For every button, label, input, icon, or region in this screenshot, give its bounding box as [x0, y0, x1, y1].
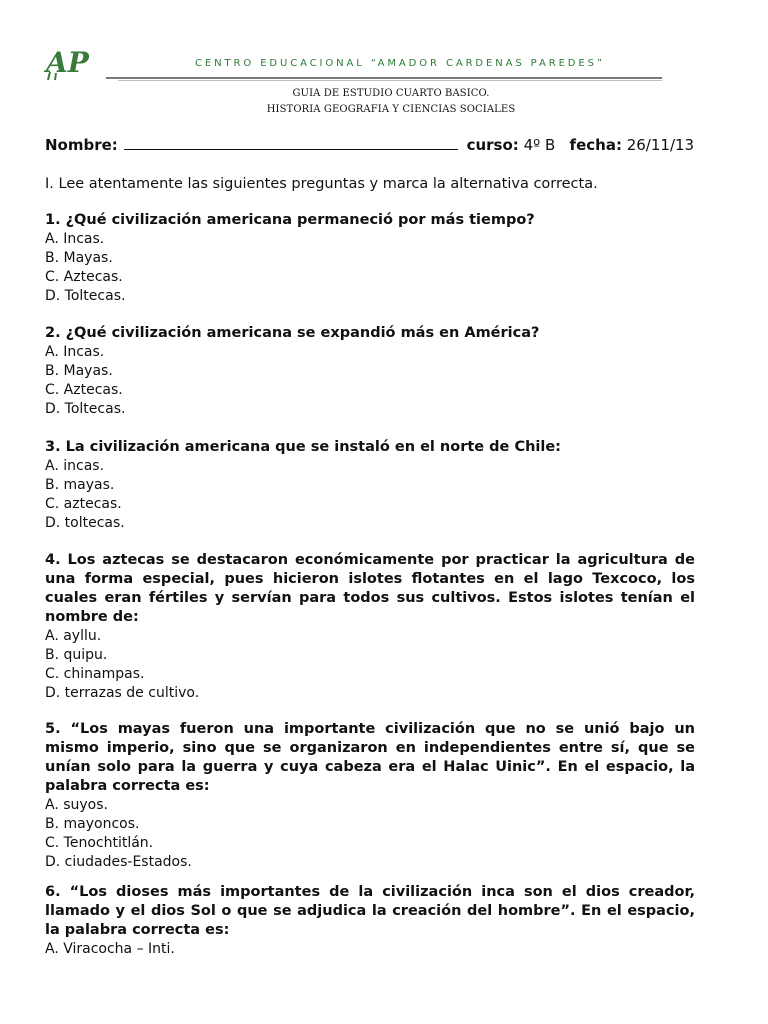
answer-option[interactable]: D. Toltecas.: [45, 401, 126, 417]
answer-option[interactable]: A. Incas.: [45, 231, 105, 247]
school-logo: [44, 42, 89, 82]
header-divider: [106, 77, 662, 79]
answer-option[interactable]: A. ayllu.: [45, 628, 102, 644]
name-label: Nombre:: [45, 136, 118, 154]
name-blank[interactable]: [124, 136, 458, 150]
question-6: [45, 883, 695, 959]
answer-option[interactable]: B. Mayas.: [45, 363, 113, 379]
answer-option[interactable]: B. mayoncos.: [45, 816, 140, 832]
answer-option[interactable]: A. Incas.: [45, 344, 105, 360]
question-4: [45, 551, 695, 703]
answer-option[interactable]: D. ciudades-Estados.: [45, 854, 192, 870]
date-value: 26/11/13: [626, 136, 695, 154]
date-label: fecha:: [569, 136, 622, 154]
answer-option[interactable]: D. Toltecas.: [45, 288, 126, 304]
question-stem: 4. Los aztecas se destacaron económicamente por practicar la agricultura de una forma especial, pues hicieron islotes flotantes en el lago Texcoco, los cuales eran fértiles y servían para todos sus cultivos. Estos islotes tenían el nombre de:: [45, 552, 695, 625]
answer-option[interactable]: A. Viracocha – Inti.: [45, 941, 175, 957]
logo-lettering: AP: [46, 46, 89, 79]
answer-option[interactable]: B. quipu.: [45, 647, 108, 663]
answer-option[interactable]: C. Aztecas.: [45, 382, 123, 398]
answer-option[interactable]: B. mayas.: [45, 477, 115, 493]
question-stem: 3. La civilización americana que se instaló en el norte de Chile:: [45, 439, 561, 455]
instruction: I. Lee atentamente las siguientes preguntas y marca la alternativa correcta.: [45, 176, 598, 192]
question-2: [45, 324, 695, 419]
answer-option[interactable]: A. incas.: [45, 458, 105, 474]
student-info-line: [45, 136, 694, 154]
question-stem: 6. “Los dioses más importantes de la civilización inca son el dios creador, llamado y el dios Sol o que se adjudica la creación del hombre”. En el espacio, la palabra correcta es:: [45, 884, 695, 938]
course-value: 4º B: [523, 136, 556, 154]
question-stem: 2. ¿Qué civilización americana se expandió más en América?: [45, 325, 540, 341]
question-3: [45, 438, 695, 533]
answer-option[interactable]: D. toltecas.: [45, 515, 125, 531]
answer-option[interactable]: C. Aztecas.: [45, 269, 123, 285]
answer-option[interactable]: C. aztecas.: [45, 496, 122, 512]
answer-option[interactable]: C. chinampas.: [45, 666, 145, 682]
course-label: curso:: [466, 136, 519, 154]
answer-option[interactable]: B. Mayas.: [45, 250, 113, 266]
answer-option[interactable]: A. suyos.: [45, 797, 108, 813]
question-stem: 5. “Los mayas fueron una importante civilización que no se unió bajo un mismo imperio, sino que se organizaron en independientes entre sí, que se unían solo para la guerra y cuya cabeza era el Halac Uinic”. En el espacio, la palabra correcta es:: [45, 721, 695, 794]
answer-option[interactable]: C. Tenochtitlán.: [45, 835, 154, 851]
answer-option[interactable]: D. terrazas de cultivo.: [45, 685, 200, 701]
subject-title: HISTORIA GEOGRAFIA Y CIENCIAS SOCIALES: [266, 104, 516, 115]
question-1: [45, 211, 695, 306]
school-name: CENTRO EDUCACIONAL “AMADOR CARDENAS PAREDES”: [195, 58, 605, 69]
header-divider-shadow: [118, 80, 662, 81]
question-stem: 1. ¿Qué civilización americana permaneció por más tiempo?: [45, 212, 535, 228]
guide-title: GUIA DE ESTUDIO CUARTO BASICO.: [292, 88, 490, 99]
question-5: [45, 720, 695, 872]
